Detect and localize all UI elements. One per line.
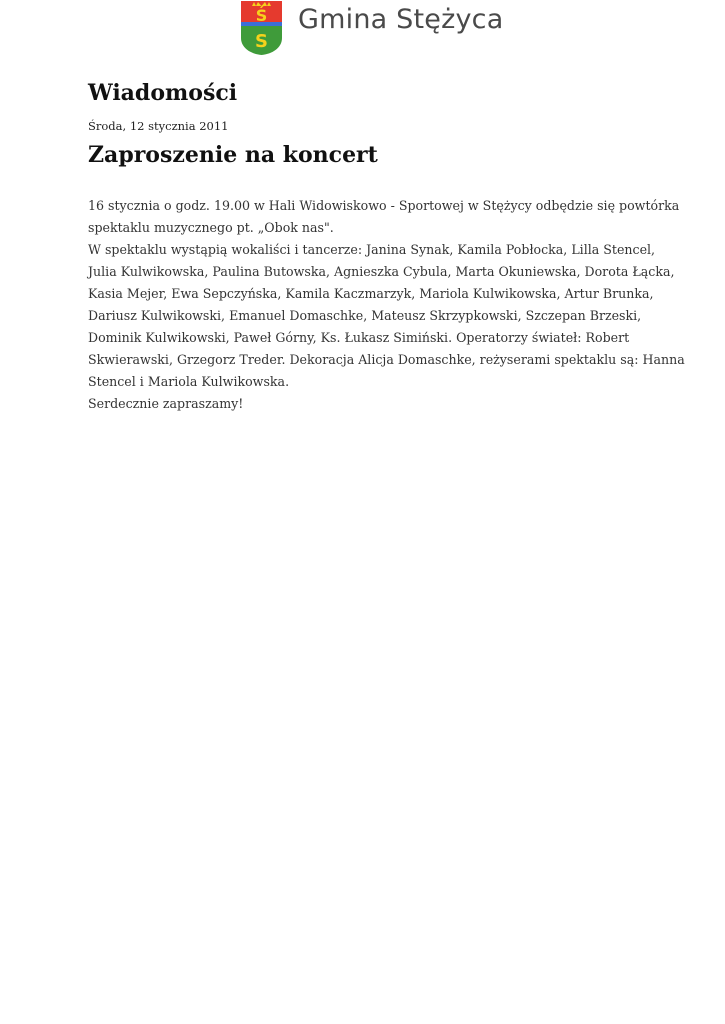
article-line: 16 stycznia o godz. 19.00 w Hali Widowiskowo - Sportowej w Stężycy odbędzie się powtórka bbox=[88, 198, 680, 213]
section-title: Wiadomości bbox=[88, 80, 238, 106]
article-line: Stencel i Mariola Kulwikowska. bbox=[88, 374, 290, 389]
article-line: spektaklu muzycznego pt. „Obok nas". bbox=[88, 220, 334, 235]
article-line: Skwierawski, Grzegorz Treder. Dekoracja Alicja Domaschke, reżyserami spektaklu są: Hanna bbox=[88, 352, 685, 367]
article-line: Julia Kulwikowska, Paulina Butowska, Agnieszka Cybula, Marta Okuniewska, Dorota Łącka, bbox=[88, 264, 675, 279]
crest-letter-bottom: S bbox=[255, 31, 268, 52]
article-line: W spektaklu wystąpią wokaliści i tancerze: Janina Synak, Kamila Pobłocka, Lilla Stencel, bbox=[88, 242, 656, 257]
site-header bbox=[0, 0, 725, 60]
article-date: Środa, 12 stycznia 2011 bbox=[88, 119, 229, 133]
crest-letter-top: Ś bbox=[255, 6, 268, 25]
article-line: Serdecznie zapraszamy! bbox=[88, 396, 244, 411]
article-line: Dominik Kulwikowski, Paweł Górny, Ks. Łukasz Simiński. Operatorzy świateł: Robert bbox=[88, 330, 630, 345]
site-logo-text[interactable]: Gmina Stężyca bbox=[298, 4, 504, 35]
coat-of-arms-icon bbox=[240, 0, 283, 56]
article-title: Zaproszenie na koncert bbox=[88, 142, 378, 168]
article-line: Dariusz Kulwikowski, Emanuel Domaschke, Mateusz Skrzypkowski, Szczepan Brzeski, bbox=[88, 308, 642, 323]
article-body bbox=[88, 195, 685, 415]
article-line: Kasia Mejer, Ewa Sepczyńska, Kamila Kaczmarzyk, Mariola Kulwikowska, Artur Brunka, bbox=[88, 286, 654, 301]
